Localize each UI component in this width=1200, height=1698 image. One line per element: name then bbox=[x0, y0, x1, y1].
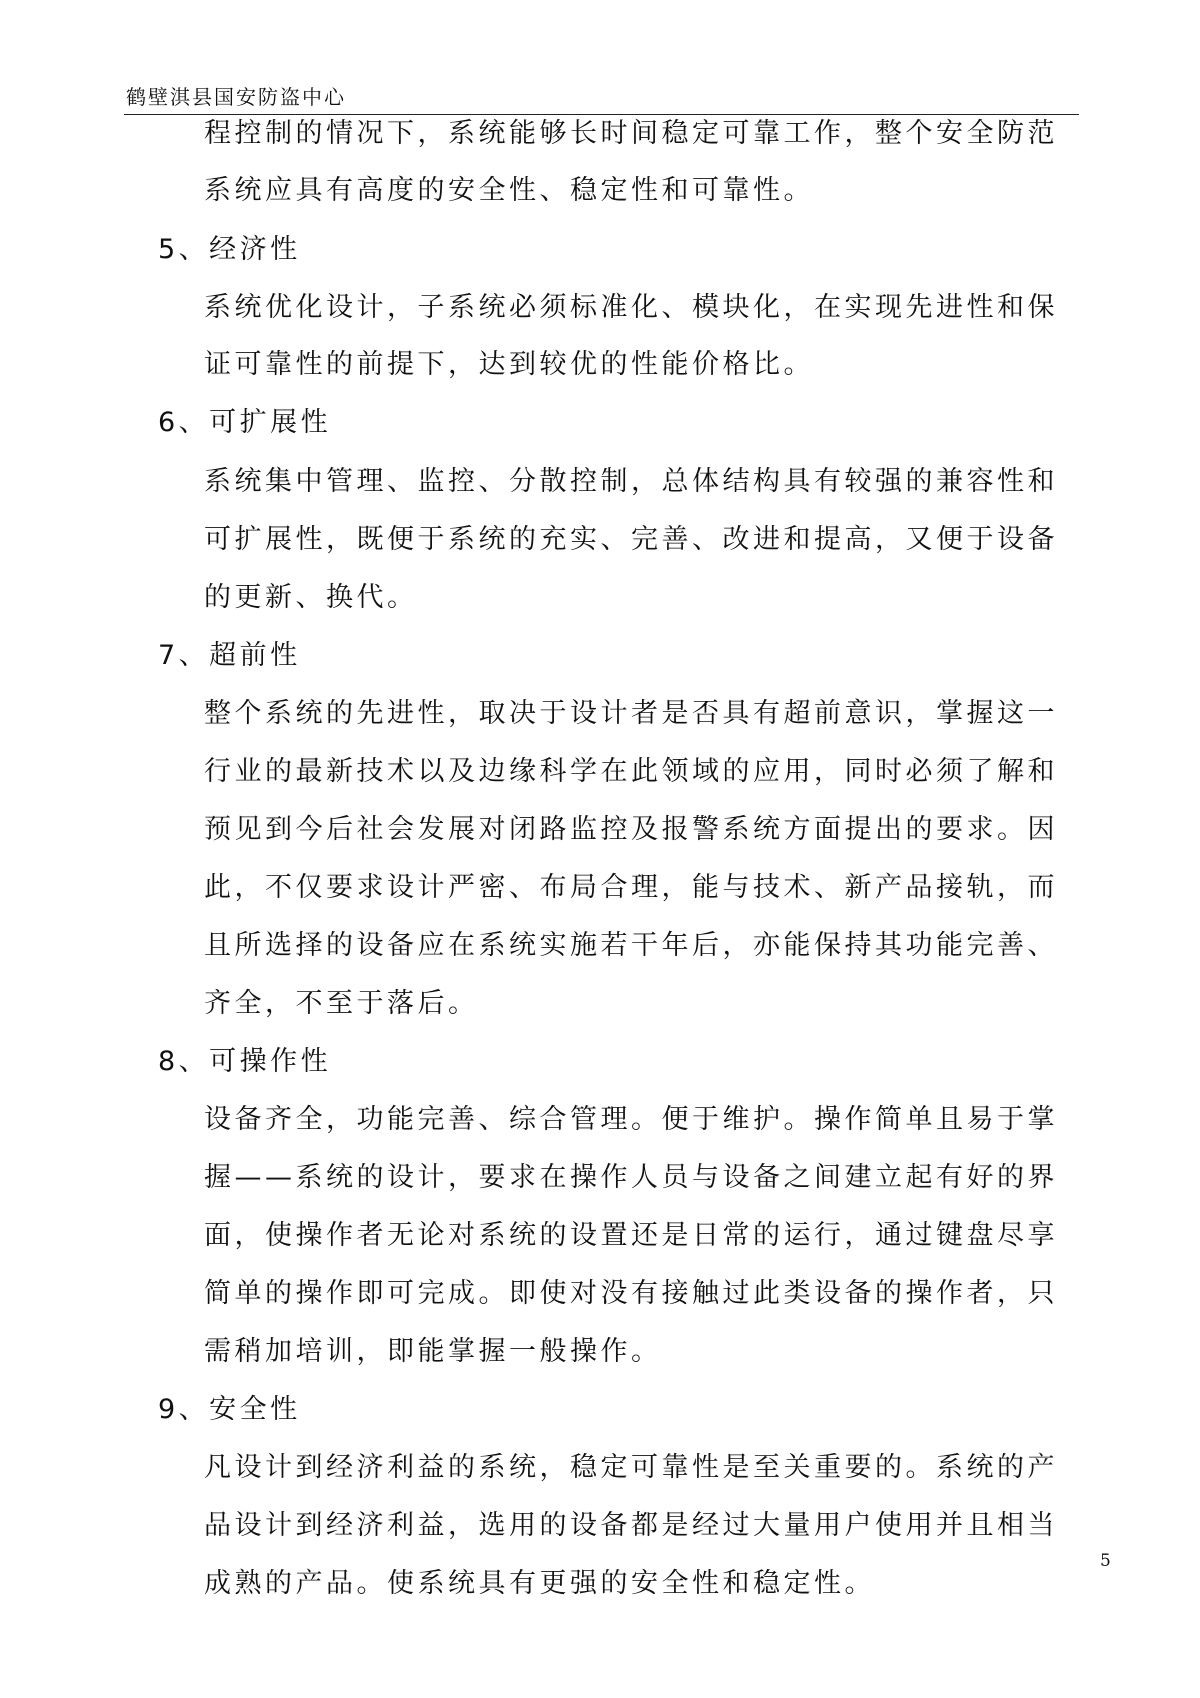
header-rule bbox=[124, 114, 1079, 115]
text-line: 整个系统的先进性，取决于设计者是否具有超前意识，掌握这一 bbox=[204, 698, 1058, 729]
text-line: 握——系统的设计，要求在操作人员与设备之间建立起有好的界 bbox=[204, 1162, 1058, 1193]
text-line: 此，不仅要求设计严密、布局合理，能与技术、新产品接轨，而 bbox=[204, 872, 1058, 903]
text-line: 成熟的产品。使系统具有更强的安全性和稳定性。 bbox=[204, 1568, 875, 1599]
text-line: 程控制的情况下，系统能够长时间稳定可靠工作，整个安全防范 bbox=[204, 118, 1058, 149]
text-line: 可扩展性，既便于系统的充实、完善、改进和提高，又便于设备 bbox=[204, 524, 1058, 555]
text-line: 凡设计到经济利益的系统，稳定可靠性是至关重要的。系统的产 bbox=[204, 1452, 1058, 1483]
text-line: 系统集中管理、监控、分散控制，总体结构具有较强的兼容性和 bbox=[204, 466, 1058, 497]
text-line: 系统优化设计，子系统必须标准化、模块化，在实现先进性和保 bbox=[204, 292, 1058, 323]
text-line: 行业的最新技术以及边缘科学在此领域的应用，同时必须了解和 bbox=[204, 756, 1058, 787]
list-heading: 5、经济性 bbox=[158, 234, 301, 265]
page-number: 5 bbox=[1100, 1551, 1111, 1571]
text-line: 设备齐全，功能完善、综合管理。便于维护。操作简单且易于掌 bbox=[204, 1104, 1058, 1135]
text-line: 需稍加培训，即能掌握一般操作。 bbox=[204, 1336, 662, 1367]
text-line: 系统应具有高度的安全性、稳定性和可靠性。 bbox=[204, 175, 814, 206]
text-line: 预见到今后社会发展对闭路监控及报警系统方面提出的要求。因 bbox=[204, 814, 1058, 845]
text-line: 品设计到经济利益，选用的设备都是经过大量用户使用并且相当 bbox=[204, 1510, 1058, 1541]
text-line: 简单的操作即可完成。即使对没有接触过此类设备的操作者，只 bbox=[204, 1278, 1058, 1309]
list-heading: 9、安全性 bbox=[158, 1394, 301, 1425]
list-heading: 6、可扩展性 bbox=[158, 407, 332, 438]
text-line: 且所选择的设备应在系统实施若干年后，亦能保持其功能完善、 bbox=[204, 930, 1058, 961]
text-line: 面，使操作者无论对系统的设置还是日常的运行，通过键盘尽享 bbox=[204, 1220, 1058, 1251]
text-line: 的更新、换代。 bbox=[204, 582, 418, 613]
text-line: 齐全，不至于落后。 bbox=[204, 988, 479, 1019]
list-heading: 7、超前性 bbox=[158, 640, 301, 671]
header-title: 鹤壁淇县国安防盗中心 bbox=[126, 85, 346, 109]
text-line: 证可靠性的前提下，达到较优的性能价格比。 bbox=[204, 349, 814, 380]
list-heading: 8、可操作性 bbox=[158, 1046, 332, 1077]
